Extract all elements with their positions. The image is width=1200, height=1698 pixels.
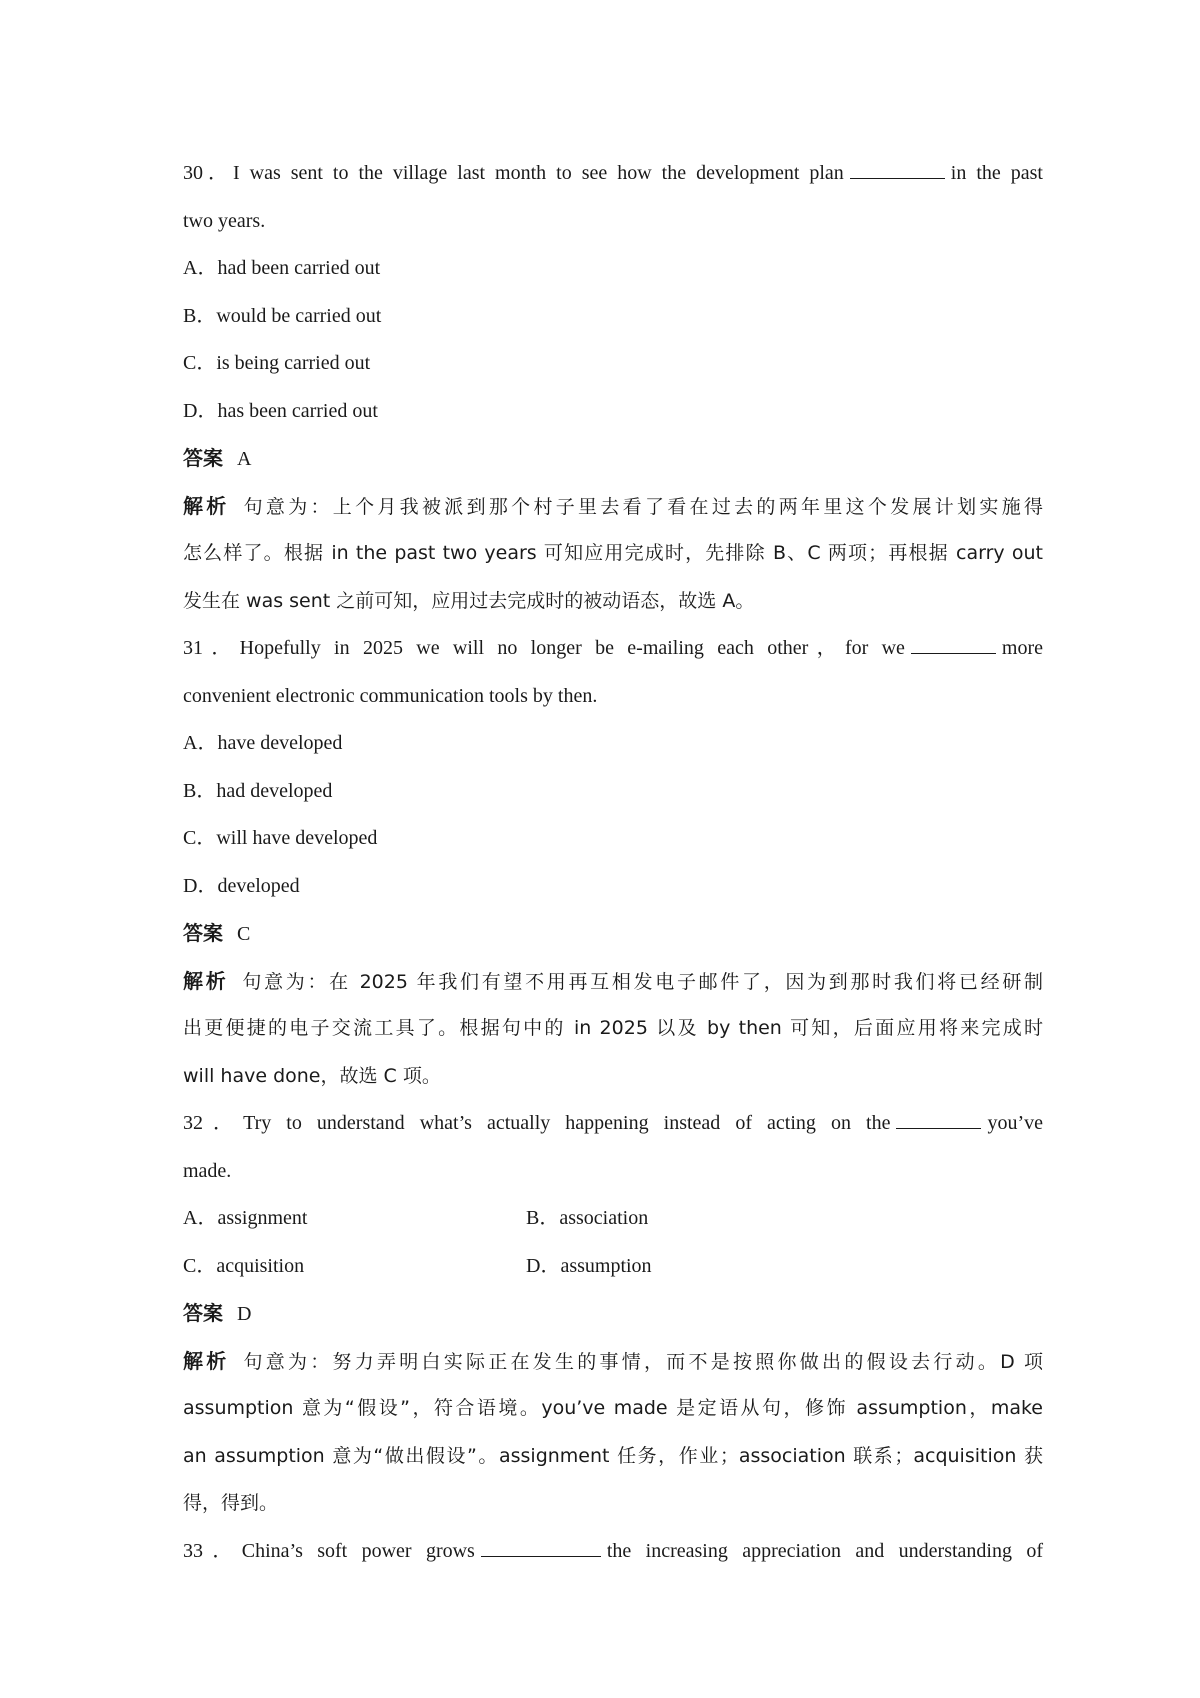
q30-stem-line-2: two years. [183, 209, 266, 232]
q31-option-d[interactable]: D．developed [183, 874, 300, 897]
q31-option-b[interactable]: B．had developed [183, 779, 333, 802]
q33-stem-line-1 [183, 1528, 1043, 1576]
q30-stem-line-1 [183, 150, 1043, 198]
q31-stem-line-2: convenient electronic communication tools by then. [183, 684, 598, 707]
analysis-label: 解析 [183, 1348, 230, 1373]
q31-stem-line-1 [183, 625, 1043, 673]
q31-answer-blank[interactable] [911, 631, 996, 654]
q31-option-c[interactable]: C．will have developed [183, 827, 378, 849]
q32-analysis-line-3: an assumption 意为“做出假设”。assignment 任务，作业；association 联系；acquisition 获 [183, 1444, 1043, 1467]
document-page [183, 150, 1043, 1575]
q31-analysis-line-3: will have done，故选 C 项。 [183, 1064, 441, 1087]
q32-analysis-line-4: 得，得到。 [183, 1492, 279, 1514]
answer-label: 答案 [183, 921, 223, 945]
q30-analysis-text-1: 句意为：上个月我被派到那个村子里去看了看在过去的两年里这个发展计划实施得 [243, 495, 1043, 518]
q33-stem-text: 33．China’s soft power grows [183, 1539, 475, 1562]
q32-option-a[interactable]: A．assignment [183, 1207, 308, 1229]
q30-option-d[interactable]: D．has been carried out [183, 399, 378, 422]
q32-stem-text: 32．Try to understand what’s actually happening instead of acting on the [183, 1112, 891, 1134]
q31-answer [183, 910, 1043, 958]
q30-answer-value: A [237, 448, 252, 470]
q32-answer-blank[interactable] [896, 1106, 981, 1129]
q32-options-row-1 [183, 1195, 1043, 1243]
q32-answer-value: D [237, 1303, 252, 1325]
q32-options-row-2 [183, 1243, 1043, 1291]
q31-option-a[interactable]: A．have developed [183, 732, 343, 754]
answer-label: 答案 [183, 1301, 223, 1325]
q30-answer-blank[interactable] [850, 156, 945, 179]
q32-stem-text-cont: you’ve [987, 1112, 1043, 1134]
q31-analysis-line-2: 出更便捷的电子交流工具了。根据句中的 in 2025 以及 by then 可知，后面应用将来完成时 [183, 1017, 1043, 1039]
q31-answer-value: C [237, 923, 251, 945]
q31-analysis-line-1 [183, 958, 1043, 1006]
q30-analysis-line-3: 发生在 was sent 之前可知，应用过去完成时的被动语态，故选 A。 [183, 589, 755, 612]
q32-analysis-text-1: 句意为：努力弄明白实际正在发生的事情，而不是按照你做出的假设去行动。D 项 [243, 1350, 1043, 1373]
q30-option-a[interactable]: A．had been carried out [183, 257, 381, 279]
q32-stem-line-1 [183, 1100, 1043, 1148]
q32-stem-line-2: made. [183, 1159, 232, 1182]
q32-answer [183, 1290, 1043, 1338]
q30-option-b[interactable]: B．would be carried out [183, 304, 382, 327]
q31-stem-text: 31．Hopefully in 2025 we will no longer be e-mailing each other，for we [183, 637, 905, 659]
q32-option-b[interactable]: B．association [526, 1207, 649, 1229]
answer-label: 答案 [183, 446, 223, 470]
q32-option-c[interactable]: C．acquisition [183, 1254, 305, 1277]
q33-stem-text-cont: the increasing appreciation and understanding of [606, 1539, 1044, 1562]
q30-stem-text-cont: in the past [950, 162, 1043, 184]
q30-analysis-line-1 [183, 483, 1043, 531]
q30-stem-text: 30．I was sent to the village last month to see how the development plan [183, 162, 844, 184]
q32-option-d[interactable]: D．assumption [526, 1254, 652, 1277]
q31-analysis-text-1: 句意为：在 2025 年我们有望不用再互相发电子邮件了，因为到那时我们将已经研制 [242, 970, 1044, 993]
analysis-label: 解析 [183, 968, 229, 993]
analysis-label: 解析 [183, 493, 230, 518]
q30-analysis-line-2: 怎么样了。根据 in the past two years 可知应用完成时，先排除 B、C 两项；再根据 carry out [183, 542, 1043, 564]
q30-option-c[interactable]: C．is being carried out [183, 352, 371, 374]
q31-stem-text-cont: more [1001, 637, 1043, 659]
q33-answer-blank[interactable] [481, 1534, 601, 1557]
q32-analysis-line-2: assumption 意为“假设”，符合语境。you’ve made 是定语从句，修饰 assumption，make [183, 1397, 1043, 1419]
q32-analysis-line-1 [183, 1338, 1043, 1386]
q30-answer [183, 435, 1043, 483]
